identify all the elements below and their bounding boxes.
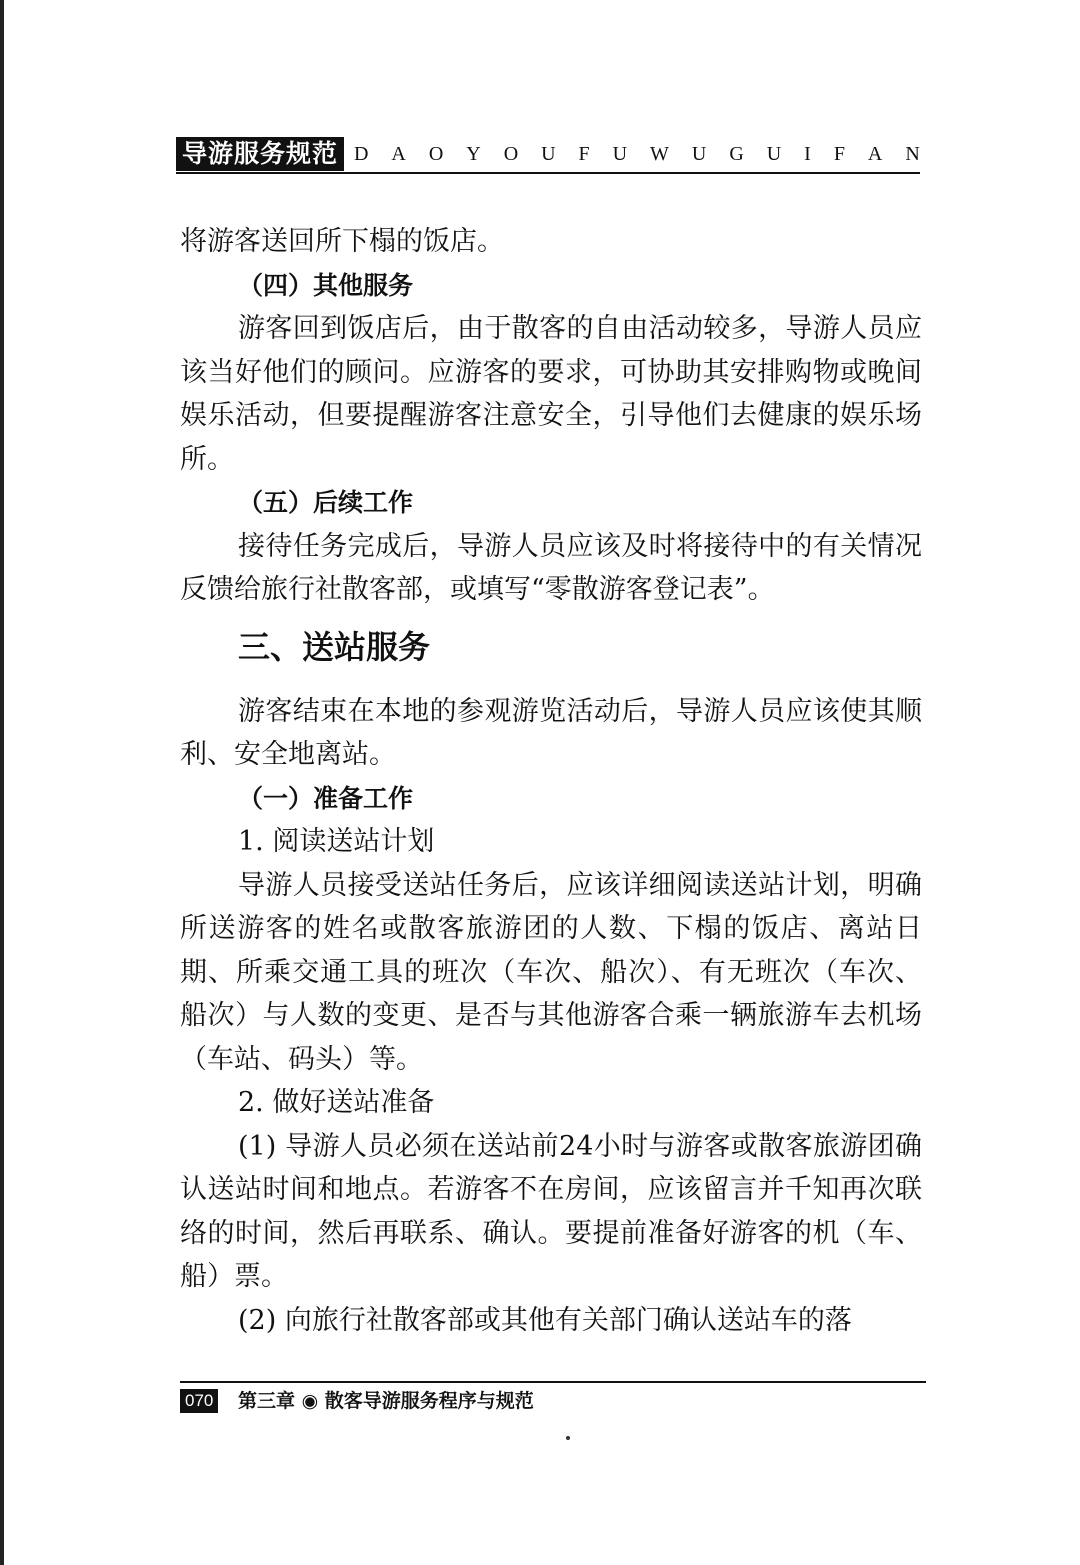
- header-letter: W: [650, 142, 669, 165]
- header-letter: A: [391, 142, 406, 165]
- header-letter: A: [867, 142, 883, 165]
- header-letter: I: [804, 142, 811, 165]
- section-title: 三、送站服务: [238, 627, 431, 666]
- paragraph: (2) 向旅行社散客部或其他有关部门确认送站车的落: [238, 1304, 852, 1336]
- header-letter: U: [541, 142, 556, 165]
- paragraph: 游客结束在本地的参观游览活动后，导游人员应该使其顺利、安全地离站。: [180, 695, 922, 770]
- paragraph: 游客回到饭店后，由于散客的自由活动较多，导游人员应该当好他们的顾问。应游客的要求，可协助其安排购物或晚间娱乐活动，但要提醒游客注意安全，引导他们去健康的娱乐场所。: [180, 313, 922, 475]
- running-header: [176, 137, 920, 173]
- chapter-title: 第三章 ◉ 散客导游服务程序与规范: [238, 1390, 534, 1412]
- item-title-prepare: 2. 做好送站准备: [238, 1087, 435, 1118]
- page-edge: [0, 0, 4, 1565]
- subheading-other-services: （四）其他服务: [238, 270, 414, 300]
- subheading-preparation: （一）准备工作: [238, 783, 414, 813]
- page-body: [180, 220, 922, 1342]
- item-title-read-plan: 1. 阅读送站计划: [238, 826, 435, 857]
- header-letter: N: [905, 142, 920, 165]
- header-letter: F: [833, 142, 845, 165]
- header-letter: U: [612, 142, 628, 165]
- header-letter: O: [503, 142, 519, 165]
- paragraph: 接待任务完成后，导游人员应该及时将接待中的有关情况反馈给旅行社散客部，或填写“零散游客登记表”。: [180, 530, 922, 605]
- footer-rule: [180, 1381, 926, 1383]
- paragraph: (1) 导游人员必须在送站前24小时与游客或散客旅游团确认送站时间和地点。若游客不在房间，应该留言并千知再次联络的时间，然后再联系、确认。要提前准备好游客的机（车、船）票。: [180, 1130, 922, 1292]
- scan-speck: [566, 1436, 570, 1440]
- book-title: 导游服务规范: [176, 137, 344, 171]
- running-footer: [180, 1381, 926, 1417]
- header-rule: [176, 172, 920, 174]
- paragraph: 将游客送回所下榻的饭店。: [180, 226, 504, 257]
- header-letters: [354, 137, 920, 171]
- subheading-follow-up: （五）后续工作: [238, 488, 414, 517]
- header-letter: Y: [466, 142, 481, 165]
- header-letter: O: [428, 142, 444, 165]
- page-number: 070: [180, 1389, 218, 1413]
- header-letter: U: [766, 142, 782, 165]
- header-letter: D: [354, 142, 369, 165]
- header-letter: U: [691, 142, 707, 165]
- header-letter: G: [729, 142, 744, 165]
- header-letter: F: [578, 142, 590, 165]
- paragraph: 导游人员接受送站任务后，应该详细阅读送站计划，明确所送游客的姓名或散客旅游团的人数、下榻的饭店、离站日期、所乘交通工具的班次（车次、船次）、有无班次（车次、船次）与人数的变更、是否与其他游客合乘一辆旅游车去机场（车站、码头）等。: [180, 869, 922, 1075]
